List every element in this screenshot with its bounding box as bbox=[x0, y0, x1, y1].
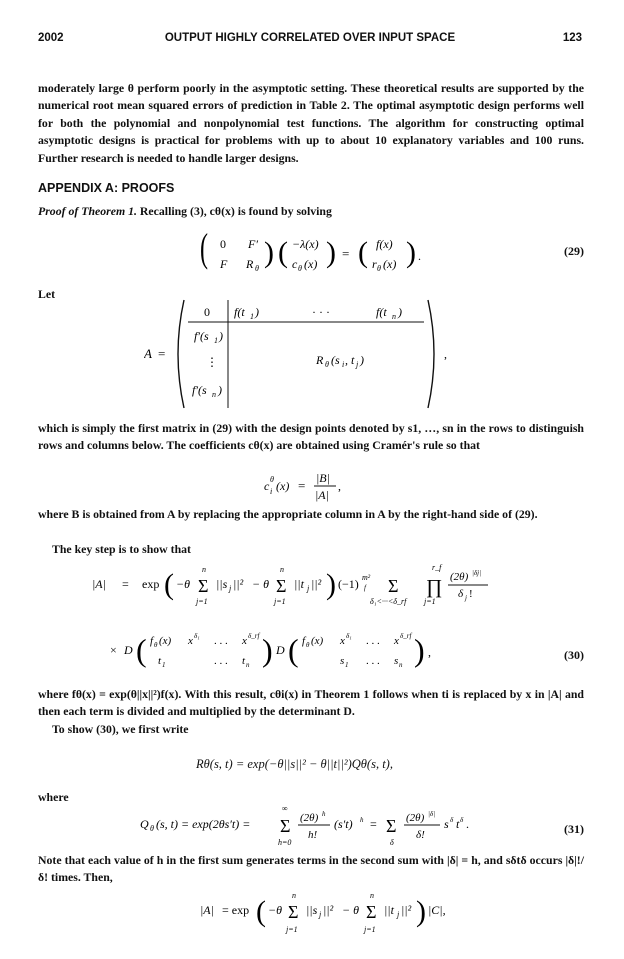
svg-text:x: x bbox=[340, 635, 345, 647]
svg-text:s: s bbox=[394, 655, 399, 667]
equation-R: Rθ(s, t) = exp(−θ||s||² − θ||t||²)Qθ(s, t), bbox=[196, 757, 393, 771]
svg-text:(: ( bbox=[256, 895, 266, 928]
matrix-A bbox=[144, 294, 464, 414]
svg-text:θ: θ bbox=[377, 264, 381, 273]
svg-text:): ) bbox=[360, 353, 364, 367]
svg-text:− θ: − θ bbox=[342, 903, 359, 917]
svg-text:. . .: . . . bbox=[214, 655, 228, 667]
svg-text:R: R bbox=[316, 353, 324, 367]
svg-text:h=0: h=0 bbox=[278, 838, 292, 847]
svg-text:F: F bbox=[220, 257, 228, 271]
svg-text:t: t bbox=[242, 655, 246, 667]
svg-text:): ) bbox=[255, 305, 259, 319]
svg-text:=: = bbox=[370, 817, 377, 831]
svg-text:n: n bbox=[370, 891, 374, 900]
svg-text:F′: F′ bbox=[248, 237, 258, 251]
svg-text:(: ( bbox=[288, 632, 299, 668]
svg-text:Σ: Σ bbox=[288, 902, 299, 922]
svg-text:|A|: |A| bbox=[92, 577, 106, 591]
svg-text:||s: ||s bbox=[216, 577, 228, 591]
svg-text:θ: θ bbox=[298, 264, 302, 273]
svg-text:Σ: Σ bbox=[280, 816, 291, 836]
svg-text:|δj|: |δj| bbox=[472, 569, 482, 577]
svg-text:, t: , t bbox=[345, 353, 355, 367]
svg-text:): ) bbox=[262, 632, 273, 668]
svg-text:θ: θ bbox=[306, 641, 310, 649]
where-text: where bbox=[38, 790, 69, 804]
svg-text:||²: ||² bbox=[311, 577, 322, 591]
svg-text:i: i bbox=[270, 487, 273, 496]
header-title: OUTPUT HIGHLY CORRELATED OVER INPUT SPACE bbox=[164, 32, 456, 44]
svg-text:f(t: f(t bbox=[376, 305, 387, 319]
svg-text:×: × bbox=[110, 643, 117, 657]
svg-text:s: s bbox=[444, 817, 449, 831]
svg-text:(−1): (−1) bbox=[338, 577, 359, 591]
svg-text:δ₁<···<δ_rf: δ₁<···<δ_rf bbox=[370, 597, 407, 606]
svg-text:Σ: Σ bbox=[386, 816, 397, 836]
svg-text:n: n bbox=[292, 891, 296, 900]
svg-text:1: 1 bbox=[250, 312, 254, 321]
svg-text:. . .: . . . bbox=[366, 655, 380, 667]
svg-text:r: r bbox=[372, 257, 377, 271]
paragraph-note: Note that each value of h in the first sum generates terms in the second sum with |δ| = h, and sδtδ occurs |δ|!/δ! times. Then, bbox=[38, 853, 584, 885]
equation-29 bbox=[200, 228, 470, 278]
svg-text:θ: θ bbox=[270, 475, 274, 484]
equation-30 bbox=[92, 558, 562, 678]
svg-text:f: f bbox=[364, 584, 366, 592]
svg-text:= exp: = exp bbox=[222, 903, 250, 917]
svg-text:0: 0 bbox=[204, 305, 210, 319]
proof-intro bbox=[38, 203, 584, 220]
svg-text:δ: δ bbox=[450, 816, 454, 824]
svg-text:δ_rf: δ_rf bbox=[248, 632, 260, 640]
let-text: Let bbox=[38, 287, 56, 301]
svg-text:): ) bbox=[398, 305, 402, 319]
svg-text:r_f: r_f bbox=[432, 563, 442, 572]
svg-text:.: . bbox=[466, 817, 469, 831]
svg-text:δ_rf: δ_rf bbox=[400, 632, 412, 640]
paragraph-f-theta: where fθ(x) = exp(θ||x||²)f(x). With this result, cθi(x) in Theorem 1 follows when ti is replaced by x in |A| and then each term is divided and multiplied by the determinant D. bbox=[38, 687, 584, 719]
svg-text:j: j bbox=[397, 910, 400, 919]
svg-text:(x): (x) bbox=[276, 479, 290, 493]
svg-text:,: , bbox=[428, 645, 431, 659]
svg-text:δ: δ bbox=[458, 588, 464, 600]
svg-text:A: A bbox=[144, 346, 152, 361]
svg-text:x: x bbox=[242, 635, 247, 647]
svg-text:(: ( bbox=[358, 236, 368, 269]
equation-29-number: (29) bbox=[564, 244, 584, 258]
svg-text:j: j bbox=[465, 594, 467, 602]
svg-text:1: 1 bbox=[345, 661, 349, 669]
svg-text:(x): (x) bbox=[159, 635, 172, 647]
svg-text:(2θ): (2θ) bbox=[406, 812, 425, 824]
svg-text:): ) bbox=[406, 236, 416, 269]
svg-text:θ: θ bbox=[154, 641, 158, 649]
svg-text:θ: θ bbox=[255, 264, 259, 273]
svg-text:n: n bbox=[392, 312, 396, 321]
paragraph-B: where B is obtained from A by replacing the appropriate column in A by the right-hand side of (29). bbox=[38, 507, 538, 521]
svg-text:Σ: Σ bbox=[198, 576, 209, 596]
svg-text:(s, t) = exp(2θs′t) =: (s, t) = exp(2θs′t) = bbox=[156, 817, 251, 831]
svg-text:j=1: j=1 bbox=[274, 597, 286, 606]
svg-text:δ: δ bbox=[390, 838, 394, 847]
svg-text:f(t: f(t bbox=[234, 305, 245, 319]
svg-text:h: h bbox=[360, 816, 364, 824]
svg-text:(: ( bbox=[136, 632, 147, 668]
svg-text:||t: ||t bbox=[384, 903, 394, 917]
svg-text:s: s bbox=[340, 655, 345, 667]
svg-text:=: = bbox=[122, 577, 129, 591]
svg-text:(s′t): (s′t) bbox=[334, 817, 353, 831]
paragraph-matrix: which is simply the first matrix in (29) with the design points denoted by s1, …, sn in the rows to distinguish rows and columns below. The coefficients cθ(x) are obtained using Cramér's rule so that bbox=[38, 421, 584, 453]
svg-text:(x): (x) bbox=[383, 257, 397, 271]
svg-text:Σ: Σ bbox=[276, 576, 287, 596]
key-step: The key step is to show that bbox=[52, 542, 191, 556]
svg-text:δ₁: δ₁ bbox=[194, 632, 200, 640]
svg-text:n: n bbox=[202, 565, 206, 574]
svg-text:j: j bbox=[356, 360, 359, 369]
svg-text:δ: δ bbox=[460, 816, 464, 824]
svg-text:|A|: |A| bbox=[200, 903, 214, 917]
svg-text:|C|,: |C|, bbox=[428, 903, 446, 917]
svg-text:j=1: j=1 bbox=[196, 597, 208, 606]
svg-text:1: 1 bbox=[162, 661, 166, 669]
svg-text:|δ|: |δ| bbox=[428, 810, 436, 818]
proof-label: Proof of Theorem 1. bbox=[38, 204, 137, 218]
svg-text:=: = bbox=[298, 478, 306, 493]
svg-text:x: x bbox=[188, 635, 193, 647]
svg-text:(: ( bbox=[164, 568, 174, 601]
svg-text:· · ·: · · · bbox=[312, 305, 330, 319]
svg-text:f: f bbox=[150, 635, 154, 647]
svg-text:n: n bbox=[280, 565, 284, 574]
svg-text:c: c bbox=[264, 479, 270, 493]
svg-text:||²: ||² bbox=[401, 903, 412, 917]
svg-text:(: ( bbox=[200, 228, 208, 271]
equation-30-number: (30) bbox=[564, 648, 584, 662]
svg-text:δ₁: δ₁ bbox=[346, 632, 352, 640]
svg-text:−λ(x): −λ(x) bbox=[292, 237, 319, 251]
svg-text:θ: θ bbox=[150, 824, 154, 833]
to-show: To show (30), we first write bbox=[52, 722, 189, 736]
svg-text:t: t bbox=[158, 655, 162, 667]
svg-text:j=1: j=1 bbox=[424, 597, 436, 606]
svg-text:): ) bbox=[264, 236, 274, 269]
svg-text:h: h bbox=[322, 810, 326, 818]
equation-31 bbox=[140, 800, 480, 850]
svg-text:(s: (s bbox=[331, 353, 340, 367]
svg-text:i: i bbox=[342, 360, 345, 369]
svg-text:. . .: . . . bbox=[366, 635, 380, 647]
svg-text:): ) bbox=[219, 329, 223, 343]
svg-text:): ) bbox=[326, 568, 336, 601]
svg-text:R: R bbox=[246, 257, 254, 271]
appendix-heading: APPENDIX A: PROOFS bbox=[38, 181, 175, 195]
svg-text:m²: m² bbox=[362, 573, 371, 582]
svg-text:j: j bbox=[319, 910, 322, 919]
svg-text:n: n bbox=[399, 661, 403, 669]
svg-text:−θ: −θ bbox=[176, 577, 190, 591]
svg-text:||s: ||s bbox=[306, 903, 318, 917]
svg-text:(2θ): (2θ) bbox=[300, 812, 319, 824]
svg-text:=: = bbox=[342, 246, 350, 261]
svg-text:f: f bbox=[302, 635, 306, 647]
svg-text:f′(s: f′(s bbox=[192, 383, 207, 397]
svg-text:n: n bbox=[246, 661, 250, 669]
svg-text:||²: ||² bbox=[233, 577, 244, 591]
svg-text:−θ: −θ bbox=[268, 903, 282, 917]
equation-A-C bbox=[200, 890, 460, 940]
paragraph-conclusion: moderately large θ perform poorly in the asymptotic setting. These theoretical results are supported by the numerical root mean squared errors of prediction in Table 2. The optimal asymptotic design performs well for both the polynomial and nonpolynomial test functions. The algorithm for constructing optimal asymptotic designs is practical for problems with up to about 10 explanatory variables and 100 runs. Further research is needed to handle larger designs. bbox=[38, 81, 584, 165]
svg-text:||t: ||t bbox=[294, 577, 304, 591]
svg-text:): ) bbox=[414, 632, 425, 668]
svg-text:.: . bbox=[418, 249, 421, 263]
svg-text:h!: h! bbox=[308, 829, 318, 841]
svg-text:(: ( bbox=[278, 236, 288, 269]
svg-text:j=1: j=1 bbox=[286, 925, 298, 934]
svg-text:f(x): f(x) bbox=[376, 237, 393, 251]
svg-text:D: D bbox=[276, 643, 285, 657]
svg-text:,: , bbox=[338, 479, 341, 493]
svg-text:c: c bbox=[292, 257, 298, 271]
header-year: 2002 bbox=[38, 32, 64, 44]
svg-text:f′(s: f′(s bbox=[194, 329, 209, 343]
svg-text:!: ! bbox=[469, 588, 473, 600]
svg-text:): ) bbox=[326, 236, 336, 269]
svg-text:exp: exp bbox=[142, 577, 160, 591]
svg-text:|A|: |A| bbox=[315, 488, 329, 502]
svg-text:j=1: j=1 bbox=[364, 925, 376, 934]
svg-text:|B|: |B| bbox=[316, 471, 330, 485]
svg-text:1: 1 bbox=[214, 336, 218, 345]
page-number: 123 bbox=[562, 32, 582, 44]
svg-text:j: j bbox=[229, 584, 232, 593]
svg-text:Q: Q bbox=[140, 817, 149, 831]
svg-text:,: , bbox=[444, 347, 447, 361]
svg-text:j: j bbox=[307, 584, 310, 593]
svg-text:. . .: . . . bbox=[214, 635, 228, 647]
svg-text:∏: ∏ bbox=[426, 576, 443, 598]
equation-cramer bbox=[264, 468, 384, 508]
svg-text:): ) bbox=[218, 383, 222, 397]
proof-text: Recalling (3), cθ(x) is found by solving bbox=[136, 204, 332, 218]
equation-31-number: (31) bbox=[564, 822, 584, 836]
svg-text:(x): (x) bbox=[304, 257, 318, 271]
svg-text:Σ: Σ bbox=[366, 902, 377, 922]
svg-text:): ) bbox=[416, 895, 426, 928]
svg-text:∞: ∞ bbox=[282, 804, 288, 813]
svg-text:0: 0 bbox=[220, 237, 226, 251]
svg-text:(x): (x) bbox=[311, 635, 324, 647]
svg-text:Σ: Σ bbox=[388, 576, 399, 596]
svg-text:− θ: − θ bbox=[252, 577, 269, 591]
svg-text:⋮: ⋮ bbox=[206, 355, 218, 369]
svg-text:||²: ||² bbox=[323, 903, 334, 917]
running-header bbox=[38, 32, 582, 50]
svg-text:=: = bbox=[158, 346, 166, 361]
svg-text:D: D bbox=[124, 643, 133, 657]
svg-text:x: x bbox=[394, 635, 399, 647]
svg-text:δ!: δ! bbox=[416, 829, 425, 841]
svg-text:(2θ): (2θ) bbox=[450, 571, 469, 583]
svg-text:n: n bbox=[212, 390, 216, 399]
svg-text:θ: θ bbox=[325, 360, 329, 369]
svg-text:t: t bbox=[456, 817, 460, 831]
